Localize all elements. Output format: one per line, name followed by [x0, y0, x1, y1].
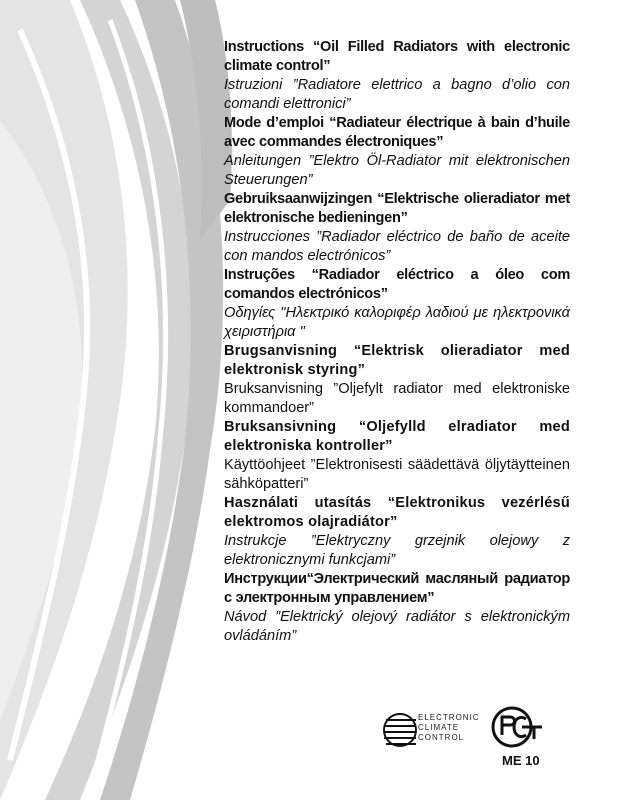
title-french: Mode d’emploi “Radiateur électrique à bain d’huile avec commandes électroniques” [224, 115, 570, 150]
instruction-titles-list [224, 38, 570, 646]
title-finnish: Käyttöohjeet ”Elektronisesti säädettävä öljytäytteinen sähköpatteri” [224, 457, 570, 492]
title-portuguese: Instruções “Radiador eléctrico a óleo com comandos electrónicos” [224, 267, 570, 302]
title-german: Anleitungen ”Elektro Öl-Radiator mit elektronischen Steuerungen” [224, 153, 570, 188]
title-russian: Инструкции“Электрический масляный радиатор с электронным управлением” [224, 571, 570, 606]
page-label: ME 10 [502, 753, 540, 768]
title-greek: Οδηγίες "Ηλεκτρικό καλοριφέρ λαδιού με ηλεκτρονικά χειριστήρια " [224, 305, 570, 340]
logo-line-2: CLIMATE [418, 723, 460, 732]
title-norwegian: Bruksanvisning ”Oljefylt radiator med elektroniske kommandoer” [224, 381, 570, 416]
logo-line-3: CONTROL [418, 733, 465, 742]
title-polish: Instrukcje ”Elektryczny grzejnik olejowy z elektronicznymi funkcjami” [224, 533, 570, 568]
logo-text [418, 713, 480, 743]
certification-mark-icon [488, 705, 544, 749]
title-english: Instructions “Oil Filled Radiators with electronic climate control” [224, 39, 570, 74]
title-danish: Brugsanvisning “Elektrisk olieradiator med elektronisk styring” [224, 343, 570, 378]
title-spanish: Instrucciones ”Radiador eléctrico de baño de aceite con mandos electrónicos” [224, 229, 570, 264]
title-hungarian: Használati utasítás “Elektronikus vezérlésű elektromos olajradiátor” [224, 495, 570, 530]
footer-badges [380, 705, 580, 775]
title-swedish: Bruksansivning “Oljefylld elradiator med elektroniska kontroller” [224, 419, 570, 454]
title-dutch: Gebruiksaanwijzingen “Elektrische olieradiator met elektronische bedieningen” [224, 191, 570, 226]
title-italian: Istruzioni ”Radiatore elettrico a bagno d’olio con comandi elettronici” [224, 77, 570, 112]
logo-line-1: ELECTRONIC [418, 713, 480, 722]
title-czech: Návod ”Elektrický olejový radiátor s elektronickým ovládáním” [224, 609, 570, 644]
